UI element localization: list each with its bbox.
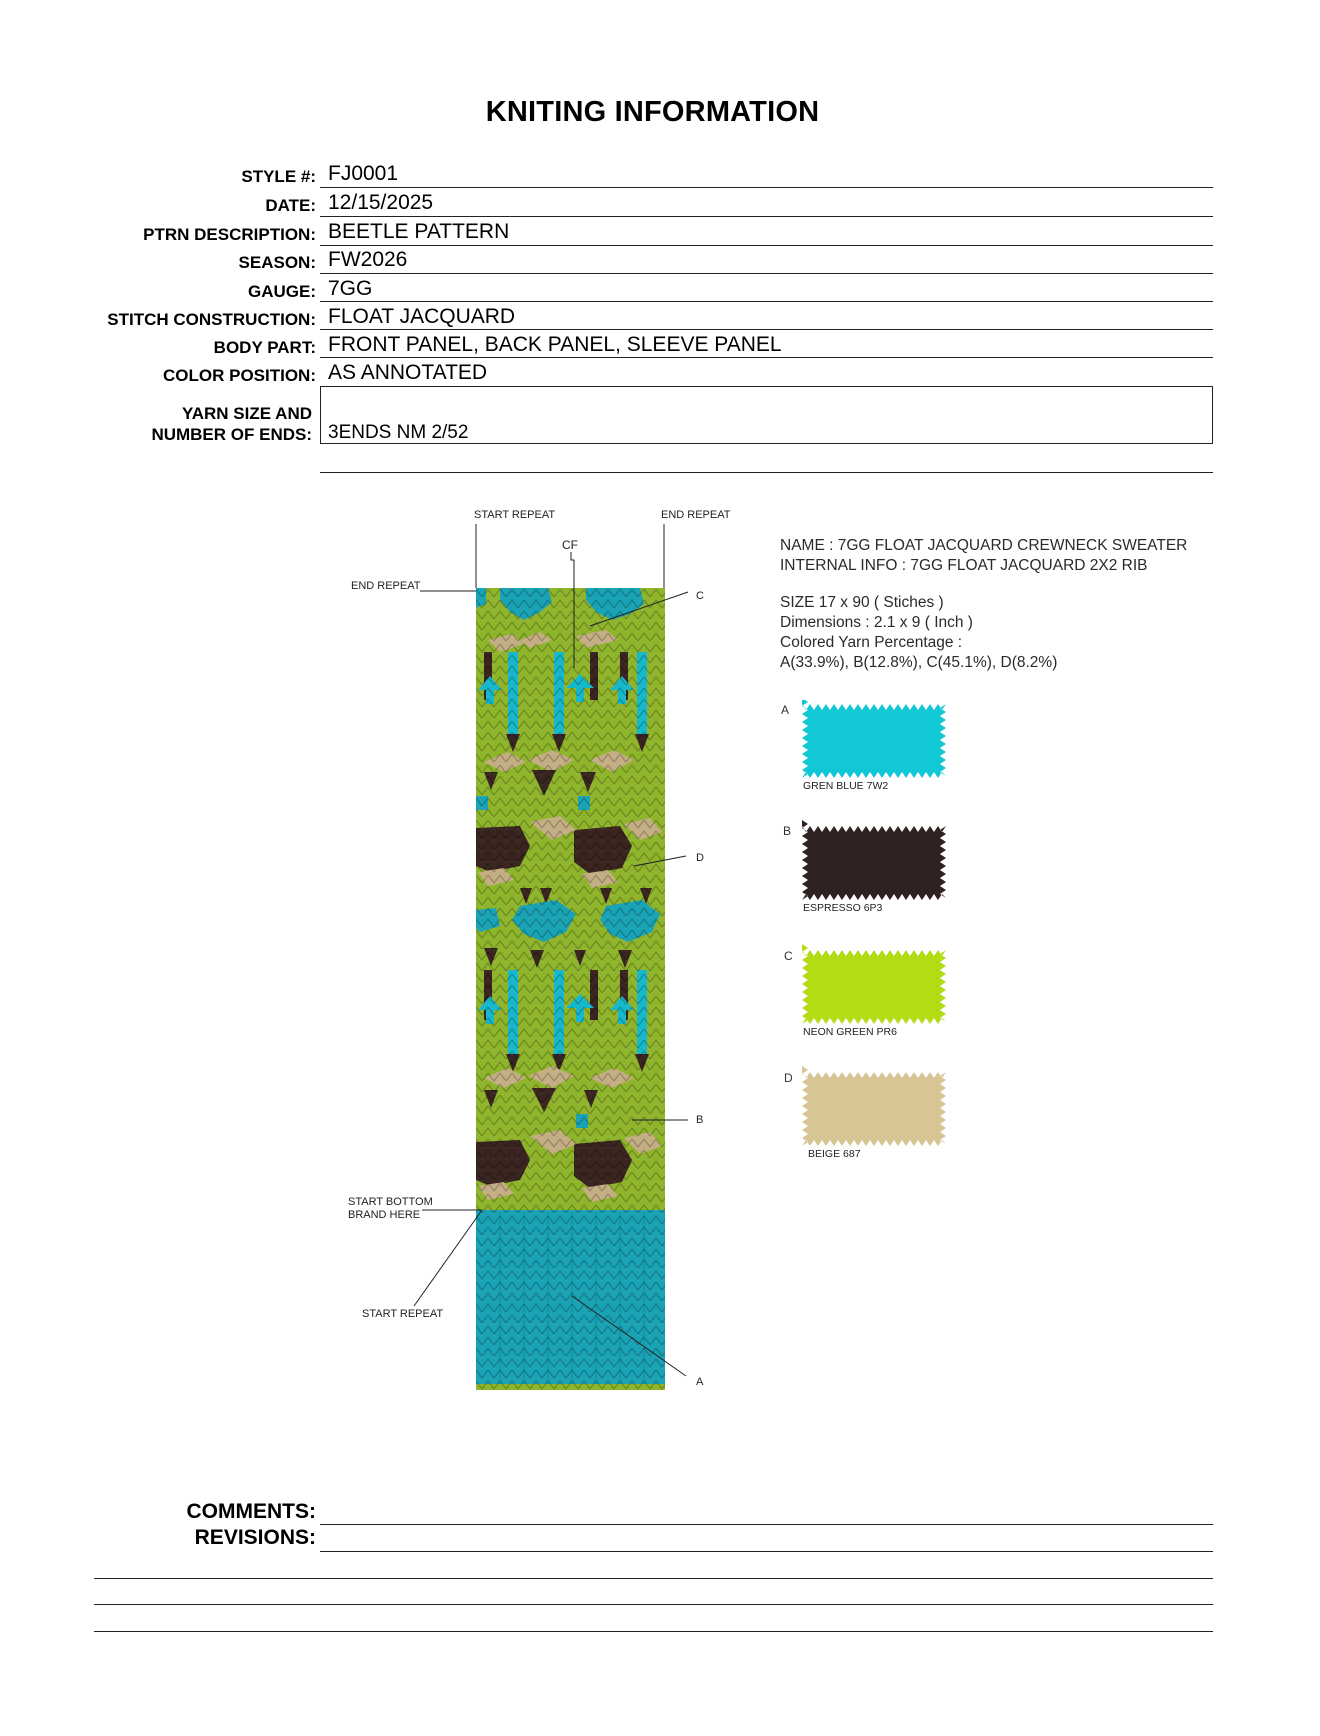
page-title: KNITING INFORMATION xyxy=(485,96,820,128)
swatch-d xyxy=(802,1066,946,1146)
callout-d: D xyxy=(696,852,704,864)
swatch-c-name: NEON GREEN PR6 xyxy=(803,1026,897,1038)
comments-label: COMMENTS: xyxy=(186,1500,316,1523)
info-internal: INTERNAL INFO : 7GG FLOAT JACQUARD 2X2 RIB xyxy=(780,557,1148,574)
date-value[interactable]: 12/15/2025 xyxy=(328,191,434,214)
gauge-label: GAUGE: xyxy=(248,282,316,301)
start-repeat-top-label: START REPEAT xyxy=(474,509,556,521)
start-repeat-bottom-label: START REPEAT xyxy=(362,1308,444,1320)
notes-line-3[interactable] xyxy=(94,1631,1213,1632)
swatch-d-letter: D xyxy=(784,1071,793,1085)
info-name: NAME : 7GG FLOAT JACQUARD CREWNECK SWEATER xyxy=(780,537,1188,554)
start-bottom-line1: START BOTTOM xyxy=(348,1196,433,1208)
swatch-c xyxy=(802,944,946,1024)
ptrn-value[interactable]: BEETLE PATTERN xyxy=(328,220,510,243)
ptrn-label: PTRN DESCRIPTION: xyxy=(143,225,316,244)
end-repeat-left-label: END REPEAT xyxy=(351,580,421,592)
callout-a: A xyxy=(696,1376,704,1388)
swatch-d-name: BEIGE 687 xyxy=(808,1148,861,1160)
notes-line-2[interactable] xyxy=(94,1604,1213,1605)
stitch-value[interactable]: FLOAT JACQUARD xyxy=(328,305,516,328)
notes-line-1[interactable] xyxy=(94,1578,1213,1579)
swatch-c-letter: C xyxy=(784,949,793,963)
season-value[interactable]: FW2026 xyxy=(328,248,408,271)
end-repeat-top-label: END REPEAT xyxy=(661,509,731,521)
date-label: DATE: xyxy=(265,196,316,215)
info-colored-yarn-label: Colored Yarn Percentage : xyxy=(780,634,963,651)
swatch-a xyxy=(802,700,946,778)
start-bottom-line2: BRAND HERE xyxy=(348,1209,421,1221)
swatch-b-letter: B xyxy=(783,824,792,838)
swatch-graphics xyxy=(798,700,958,1150)
knit-panel xyxy=(476,588,665,1390)
callout-c: C xyxy=(696,590,704,602)
info-dimensions: Dimensions : 2.1 x 9 ( Inch ) xyxy=(780,614,973,631)
swatch-a-letter: A xyxy=(781,703,790,717)
swatch-b-name: ESPRESSO 6P3 xyxy=(803,902,883,914)
revisions-line[interactable] xyxy=(320,1551,1213,1552)
yarn-value[interactable]: 3ENDS NM 2/52 xyxy=(328,422,469,443)
gauge-value[interactable]: 7GG xyxy=(328,277,373,300)
info-percentages: A(33.9%), B(12.8%), C(45.1%), D(8.2%) xyxy=(780,654,1058,671)
stitch-label: STITCH CONSTRUCTION: xyxy=(107,310,316,329)
style-label: STYLE #: xyxy=(241,167,316,186)
yarn-label-line2: NUMBER OF ENDS: xyxy=(151,425,312,444)
comments-line[interactable] xyxy=(320,1524,1213,1525)
swatch-b xyxy=(802,820,946,900)
color-position-label: COLOR POSITION: xyxy=(163,366,316,385)
knit-texture xyxy=(476,588,665,1390)
revisions-label: REVISIONS: xyxy=(194,1526,316,1549)
body-part-label: BODY PART: xyxy=(213,338,316,357)
start-bottom-label xyxy=(348,1196,433,1222)
cf-label: CF xyxy=(562,538,578,552)
yarn-label-line1: YARN SIZE AND xyxy=(181,404,312,423)
color-position-value[interactable]: AS ANNOTATED xyxy=(328,361,488,384)
info-size: SIZE 17 x 90 ( Stiches ) xyxy=(780,594,944,611)
season-label: SEASON: xyxy=(238,253,316,272)
callout-b: B xyxy=(696,1114,704,1126)
body-part-value[interactable]: FRONT PANEL, BACK PANEL, SLEEVE PANEL xyxy=(328,333,782,356)
style-value[interactable]: FJ0001 xyxy=(328,162,399,185)
swatch-a-name: GREN BLUE 7W2 xyxy=(803,780,889,792)
